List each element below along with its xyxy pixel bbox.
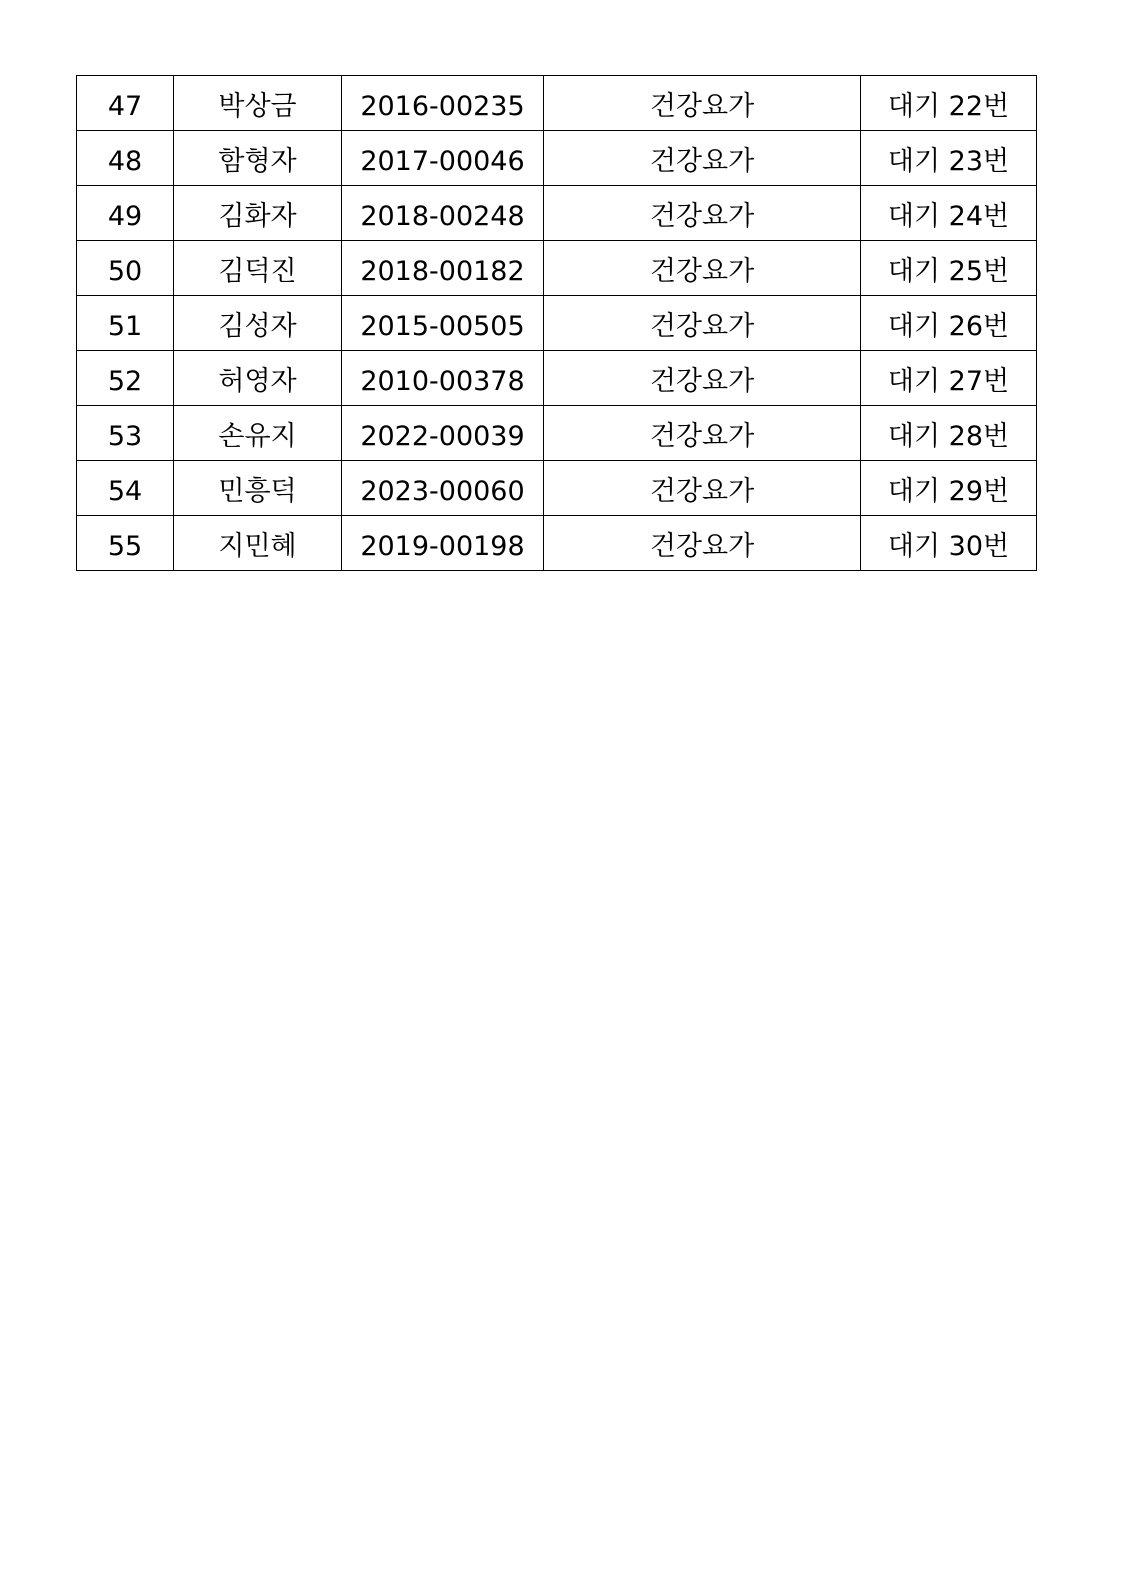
program-cell: 건강요가 <box>544 186 861 241</box>
waitlist-table-body <box>77 76 1037 571</box>
name-cell: 손유지 <box>174 406 342 461</box>
member-id-cell: 2022-00039 <box>342 406 544 461</box>
table-row <box>77 241 1037 296</box>
table-row <box>77 461 1037 516</box>
status-cell: 대기 30번 <box>861 516 1037 571</box>
member-id-cell: 2018-00182 <box>342 241 544 296</box>
table-row <box>77 131 1037 186</box>
name-cell: 지민혜 <box>174 516 342 571</box>
member-id-cell: 2019-00198 <box>342 516 544 571</box>
status-cell: 대기 24번 <box>861 186 1037 241</box>
program-cell: 건강요가 <box>544 406 861 461</box>
status-cell: 대기 28번 <box>861 406 1037 461</box>
name-cell: 김성자 <box>174 296 342 351</box>
member-id-cell: 2017-00046 <box>342 131 544 186</box>
name-cell: 김덕진 <box>174 241 342 296</box>
row-number-cell: 48 <box>77 131 174 186</box>
member-id-cell: 2023-00060 <box>342 461 544 516</box>
name-cell: 김화자 <box>174 186 342 241</box>
status-cell: 대기 25번 <box>861 241 1037 296</box>
table-row <box>77 186 1037 241</box>
program-cell: 건강요가 <box>544 351 861 406</box>
row-number-cell: 53 <box>77 406 174 461</box>
row-number-cell: 47 <box>77 76 174 131</box>
name-cell: 함형자 <box>174 131 342 186</box>
program-cell: 건강요가 <box>544 516 861 571</box>
status-cell: 대기 22번 <box>861 76 1037 131</box>
row-number-cell: 54 <box>77 461 174 516</box>
row-number-cell: 55 <box>77 516 174 571</box>
program-cell: 건강요가 <box>544 461 861 516</box>
row-number-cell: 49 <box>77 186 174 241</box>
name-cell: 박상금 <box>174 76 342 131</box>
status-cell: 대기 27번 <box>861 351 1037 406</box>
row-number-cell: 52 <box>77 351 174 406</box>
program-cell: 건강요가 <box>544 241 861 296</box>
status-cell: 대기 23번 <box>861 131 1037 186</box>
program-cell: 건강요가 <box>544 131 861 186</box>
member-id-cell: 2018-00248 <box>342 186 544 241</box>
status-cell: 대기 29번 <box>861 461 1037 516</box>
name-cell: 민흥덕 <box>174 461 342 516</box>
table-row <box>77 351 1037 406</box>
row-number-cell: 51 <box>77 296 174 351</box>
member-id-cell: 2016-00235 <box>342 76 544 131</box>
row-number-cell: 50 <box>77 241 174 296</box>
program-cell: 건강요가 <box>544 296 861 351</box>
name-cell: 허영자 <box>174 351 342 406</box>
member-id-cell: 2010-00378 <box>342 351 544 406</box>
table-row <box>77 296 1037 351</box>
table-row <box>77 76 1037 131</box>
table-row <box>77 406 1037 461</box>
status-cell: 대기 26번 <box>861 296 1037 351</box>
table-row <box>77 516 1037 571</box>
program-cell: 건강요가 <box>544 76 861 131</box>
waitlist-table <box>76 75 1037 571</box>
member-id-cell: 2015-00505 <box>342 296 544 351</box>
